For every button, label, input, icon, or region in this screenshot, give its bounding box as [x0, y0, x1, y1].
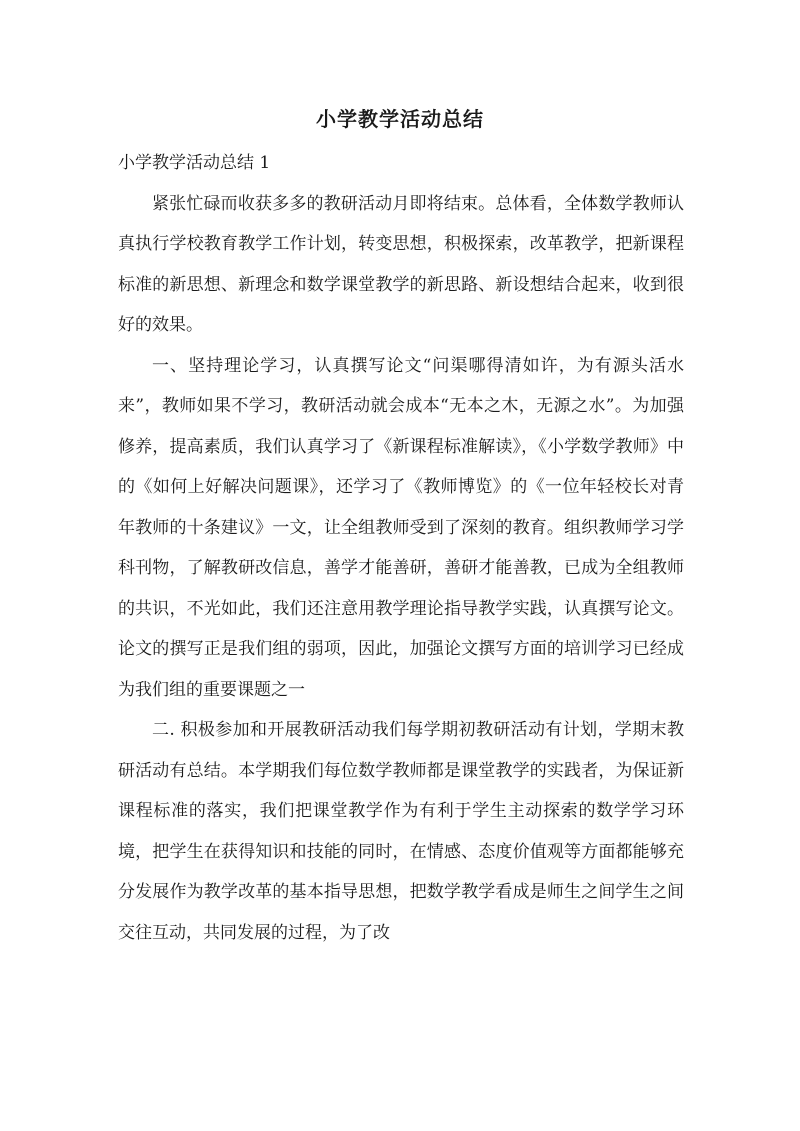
page-title: 小学教学活动总结: [316, 107, 484, 131]
document-body: [118, 143, 684, 953]
paragraph-intro: 紧张忙碌而收获多多的教研活动月即将结束。总体看，全体数学教师认真执行学校教育教学工作计划，转变思想，积极探索，改革教学，把新课程标准的新思想、新理念和数学课堂教学的新思路、新设想结合起来，收到很好的效果。: [118, 193, 684, 335]
paragraph-section-2: 二. 积极参加和开展教研活动我们每学期初教研活动有计划，学期末教研活动有总结。本学期我们每位数学教师都是课堂教学的实践者，为保证新课程标准的落实，我们把课堂教学作为有利于学生主动探索的数学学习环境，把学生在获得知识和技能的同时，在情感、态度价值观等方面都能够充分发展作为教学改革的基本指导思想，把数学教学看成是师生之间学生之间交往互动，共同发展的过程，为了改: [118, 720, 684, 943]
paragraph-section-1: 一、坚持理论学习，认真撰写论文“问渠哪得清如许，为有源头活水来”，教师如果不学习，教研活动就会成本“无本之木，无源之水”。为加强修养，提高素质，我们认真学习了《新课程标准解读》，《小学数学教师》中的《如何上好解决问题课》，还学习了《教师博览》的《一位年轻校长对青年教师的十条建议》一文，让全组教师受到了深刻的教育。组织教师学习学科刊物，了解教研改信息，善学才能善研，善研才能善教，已成为全组教师的共识，不光如此，我们还注意用教学理论指导教学实践，认真撰写论文。论文的撰写正是我们组的弱项，因此，加强论文撰写方面的培训学习已经成为我们组的重要课题之一: [118, 355, 684, 700]
section-subtitle: 小学教学活动总结 1: [118, 153, 271, 173]
